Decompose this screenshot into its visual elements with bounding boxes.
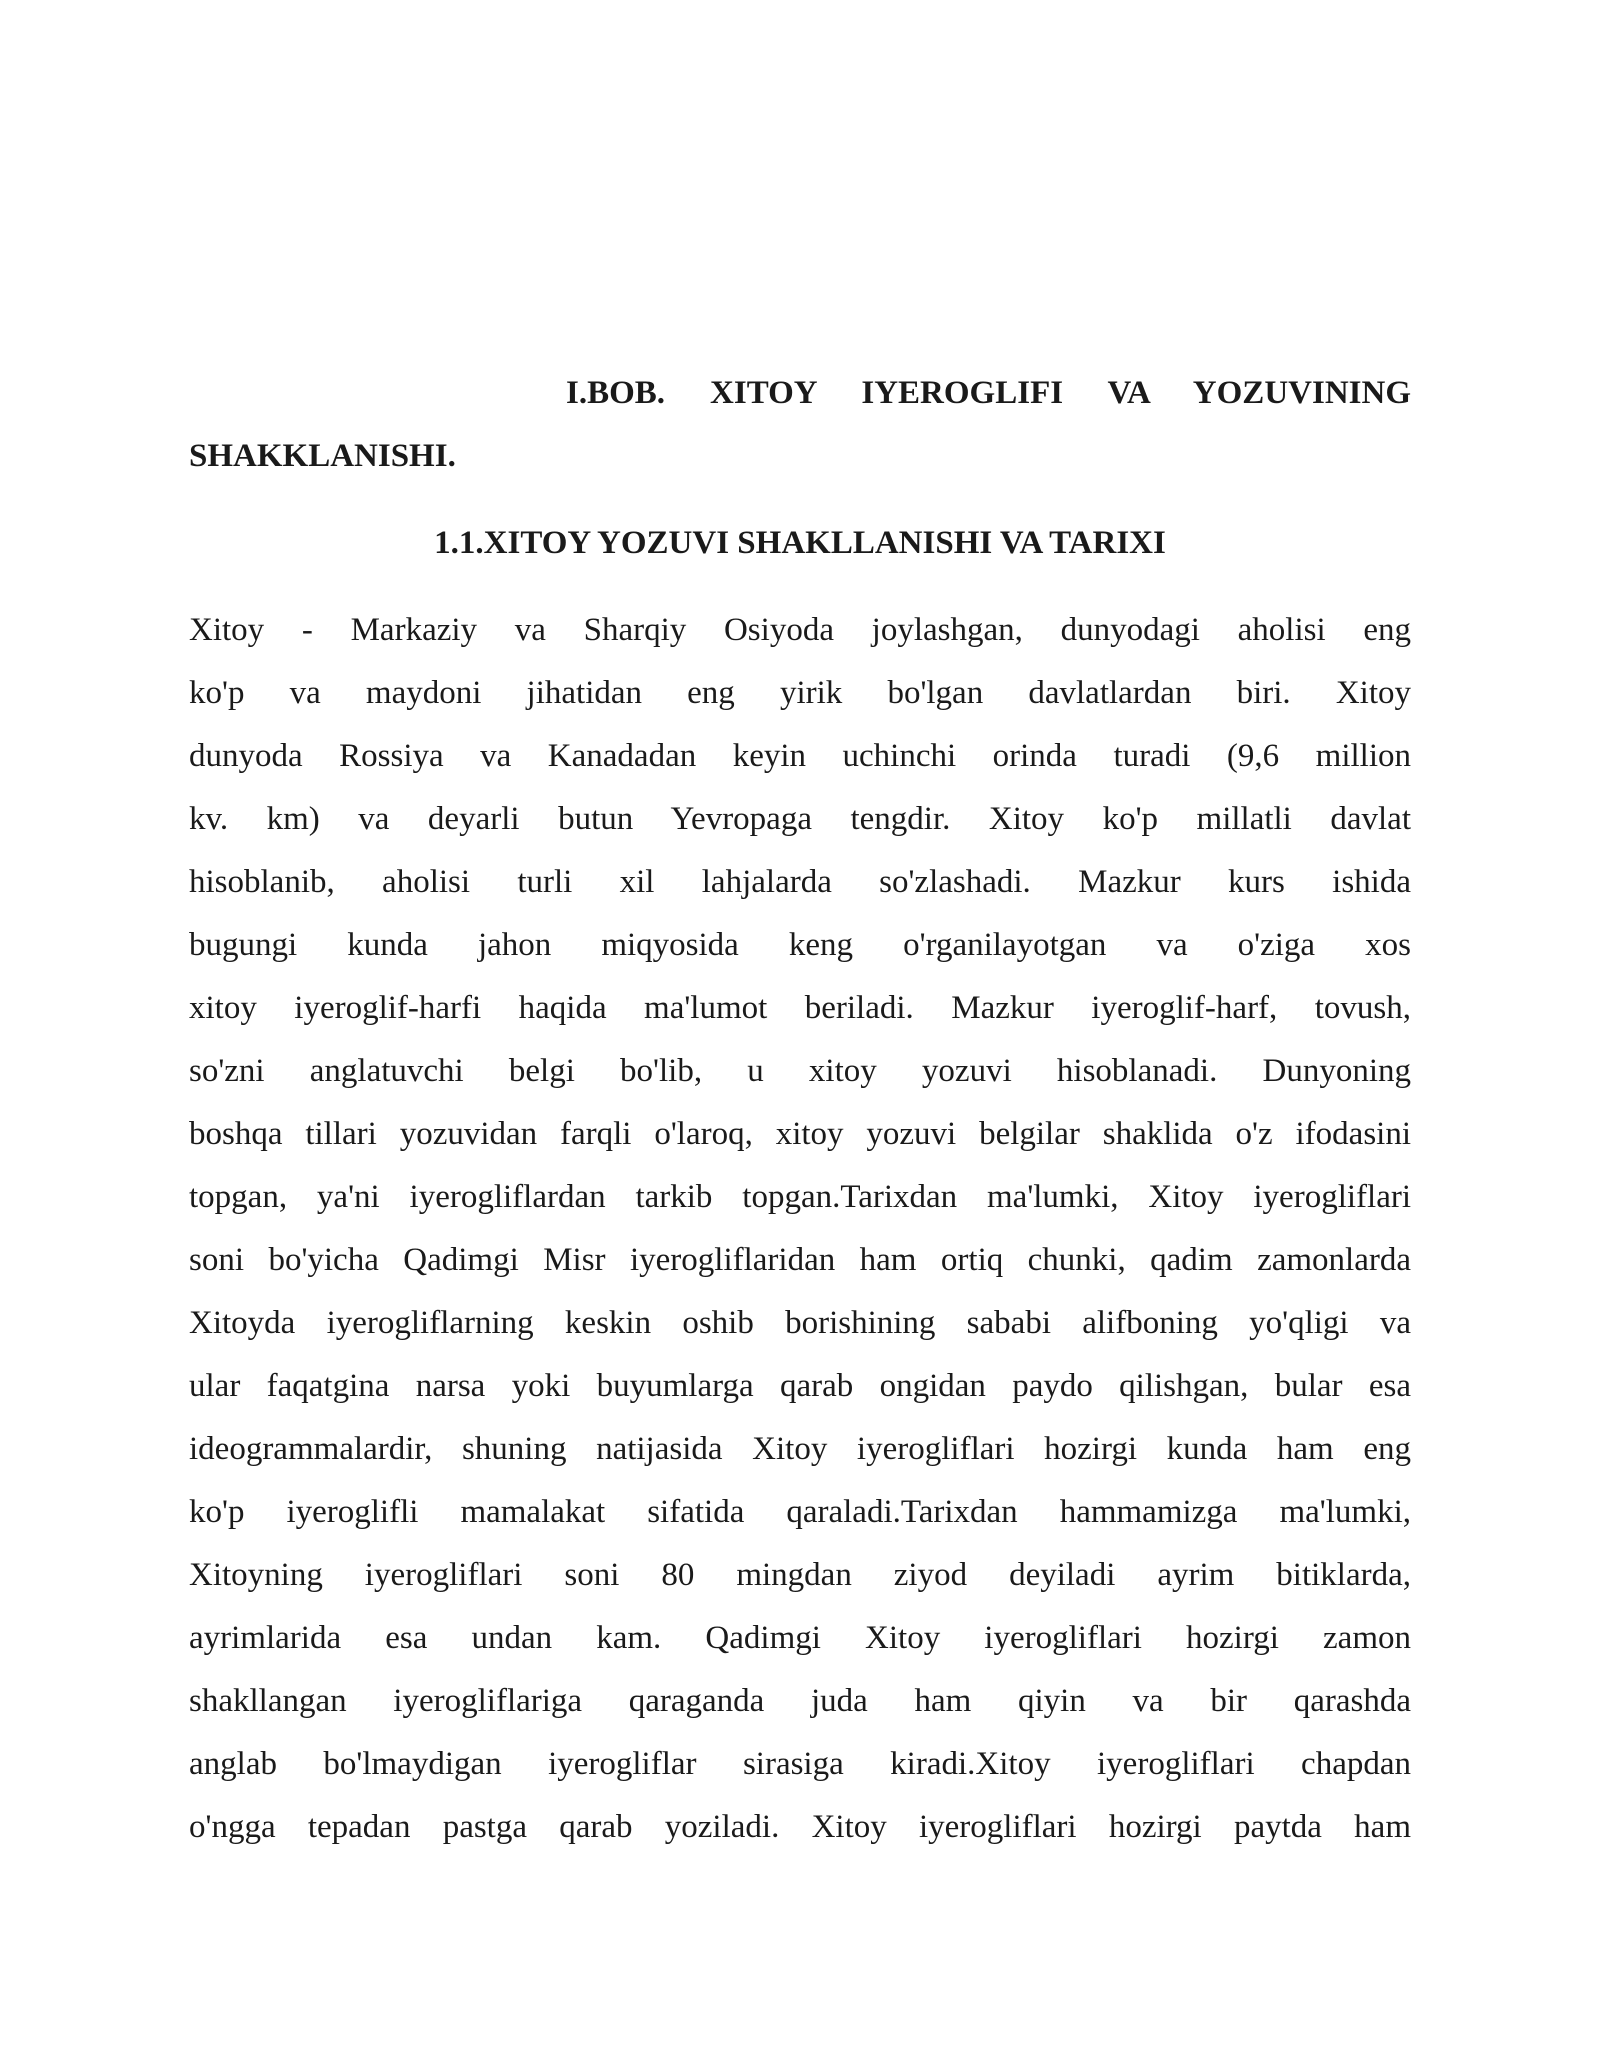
body-line: o'ngga tepadan pastga qarab yoziladi. Xitoy iyerogliflari hozirgi paytda ham xyxy=(189,1809,1411,1845)
body-line: kv. km) va deyarli butun Yevropaga tengdir. Xitoy ko'p millatli davlat xyxy=(189,801,1411,837)
body-line: ideogrammalardir, shuning natijasida Xitoy iyerogliflari hozirgi kunda ham eng xyxy=(189,1431,1411,1467)
section-title: 1.1.XITOY YOZUVI SHAKLLANISHI VA TARIXI xyxy=(434,525,1166,561)
body-line: xitoy iyeroglif-harfi haqida ma'lumot beriladi. Mazkur iyeroglif-harf, tovush, xyxy=(189,990,1411,1026)
body-paragraph xyxy=(189,599,1411,1859)
body-line: shakllangan iyerogliflariga qaraganda juda ham qiyin va bir qarashda xyxy=(189,1683,1411,1719)
body-line: Xitoyda iyerogliflarning keskin oshib borishining sababi alifboning yo'qligi va xyxy=(189,1305,1411,1341)
body-line: ko'p iyeroglifli mamalakat sifatida qaraladi.Tarixdan hammamizga ma'lumki, xyxy=(189,1494,1411,1530)
body-line: ayrimlarida esa undan kam. Qadimgi Xitoy iyerogliflari hozirgi zamon xyxy=(189,1620,1411,1656)
body-line: bugungi kunda jahon miqyosida keng o'rganilayotgan va o'ziga xos xyxy=(189,927,1411,963)
chapter-title: I.BOB. XITOY IYEROGLIFI VA YOZUVINING SHAKKLANISHI. xyxy=(189,375,1411,474)
body-line: ko'p va maydoni jihatidan eng yirik bo'lgan davlatlardan biri. Xitoy xyxy=(189,675,1411,711)
body-line: Xitoyning iyerogliflari soni 80 mingdan ziyod deyiladi ayrim bitiklarda, xyxy=(189,1557,1411,1593)
body-line: hisoblanib, aholisi turli xil lahjalarda so'zlashadi. Mazkur kurs ishida xyxy=(189,864,1411,900)
body-line: Xitoy - Markaziy va Sharqiy Osiyoda joylashgan, dunyodagi aholisi eng xyxy=(189,612,1411,648)
body-line: ular faqatgina narsa yoki buyumlarga qarab ongidan paydo qilishgan, bular esa xyxy=(189,1368,1411,1404)
body-line: so'zni anglatuvchi belgi bo'lib, u xitoy yozuvi hisoblanadi. Dunyoning xyxy=(189,1053,1411,1089)
body-line: boshqa tillari yozuvidan farqli o'laroq, xitoy yozuvi belgilar shaklida o'z ifodasini xyxy=(189,1116,1411,1152)
body-line: soni bo'yicha Qadimgi Misr iyerogliflaridan ham ortiq chunki, qadim zamonlarda xyxy=(189,1242,1411,1278)
body-line: dunyoda Rossiya va Kanadadan keyin uchinchi orinda turadi (9,6 million xyxy=(189,738,1411,774)
body-line: anglab bo'lmaydigan iyerogliflar sirasiga kiradi.Xitoy iyerogliflari chapdan xyxy=(189,1746,1411,1782)
body-line: topgan, ya'ni iyerogliflardan tarkib topgan.Tarixdan ma'lumki, Xitoy iyerogliflari xyxy=(189,1179,1411,1215)
